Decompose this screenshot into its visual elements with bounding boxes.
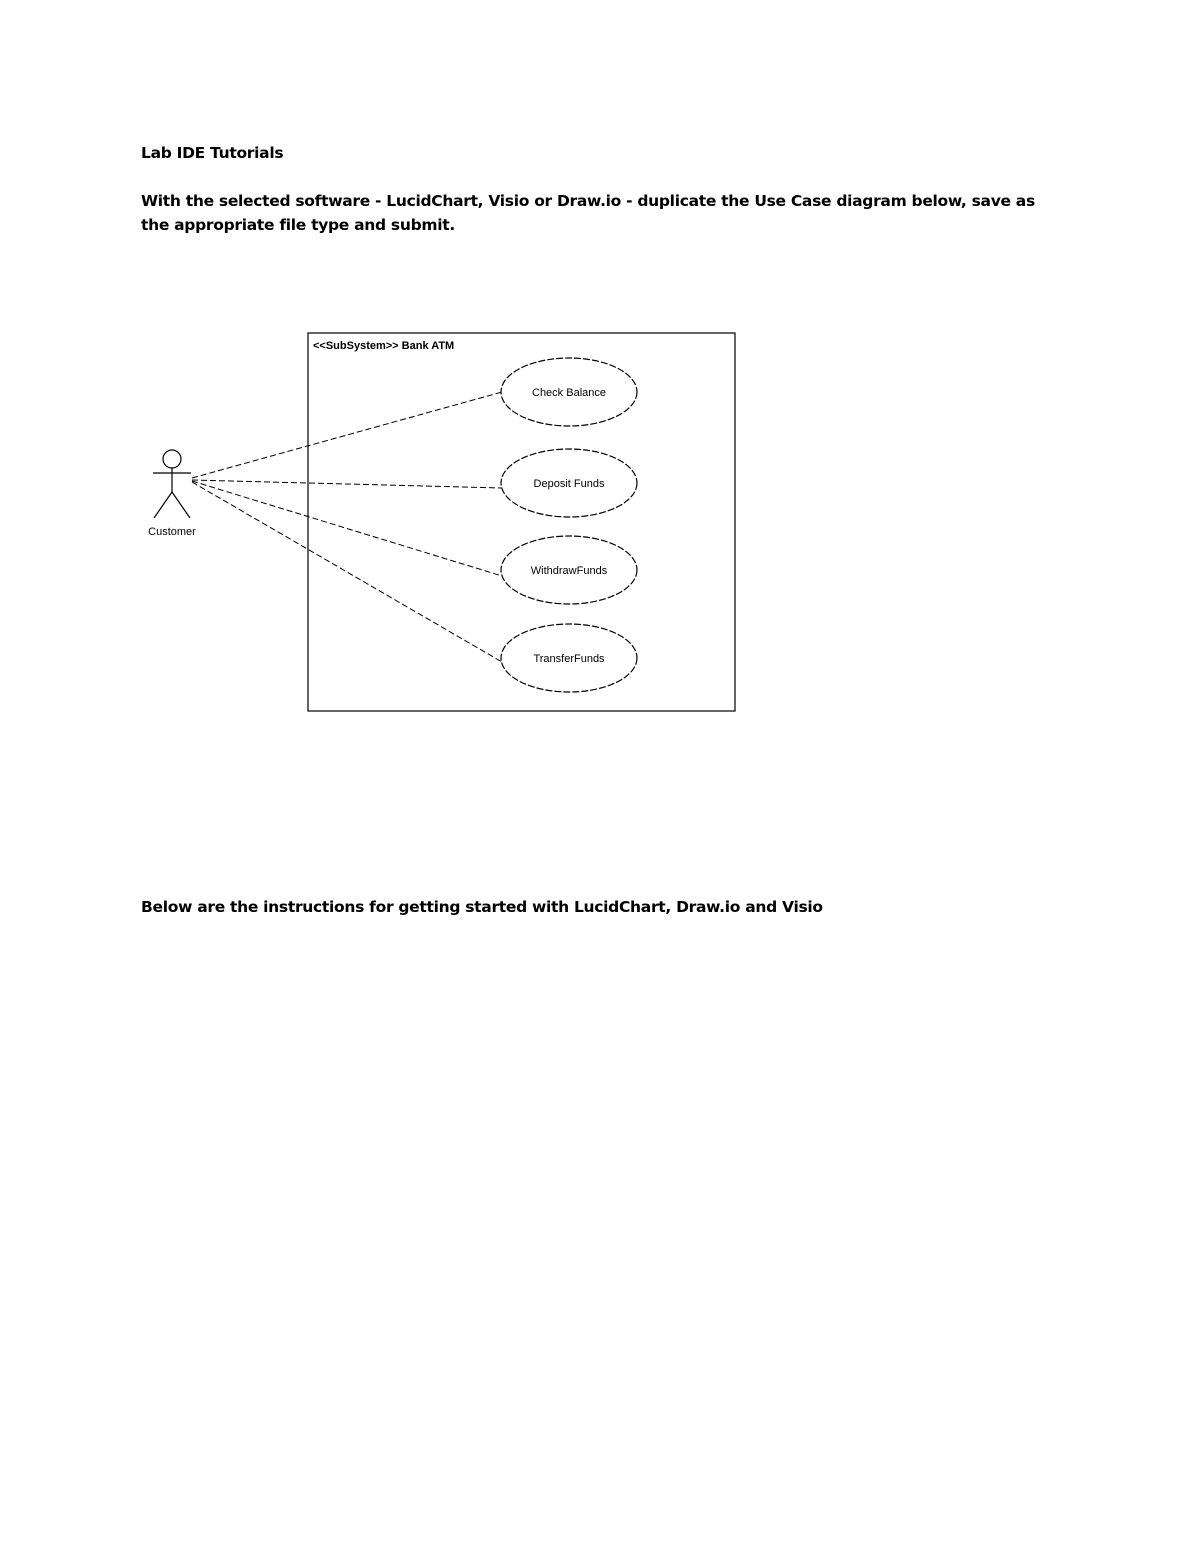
use-case-transfer-funds — [501, 624, 637, 692]
actor-head — [163, 450, 181, 468]
use-case-deposit-funds — [501, 449, 637, 517]
association-transfer-funds — [192, 482, 502, 662]
use-case-label: TransferFunds — [533, 653, 605, 665]
use-case-label: Check Balance — [532, 387, 606, 399]
actor-right-leg — [172, 492, 190, 518]
association-check-balance — [192, 392, 502, 478]
use-case-label: Deposit Funds — [533, 478, 605, 490]
getting-started-note: Below are the instructions for getting started with LucidChart, Draw.io and Visio — [141, 898, 823, 916]
use-case-withdraw-funds — [501, 536, 637, 604]
actor-customer — [153, 450, 191, 518]
use-case-check-balance — [501, 358, 637, 426]
association-withdraw-funds — [192, 481, 502, 576]
actor-label: Customer — [148, 526, 196, 538]
system-boundary-label: <<SubSystem>> Bank ATM — [313, 340, 455, 352]
association-deposit-funds — [192, 480, 502, 488]
actor-left-leg — [154, 492, 172, 518]
document-heading: Lab IDE Tutorials — [141, 144, 284, 162]
use-case-label: WithdrawFunds — [530, 565, 608, 577]
assignment-instructions: With the selected software - LucidChart, Visio or Draw.io - duplicate the Use Case diagram below, save as the appropriate file type and submit. — [141, 192, 1035, 234]
